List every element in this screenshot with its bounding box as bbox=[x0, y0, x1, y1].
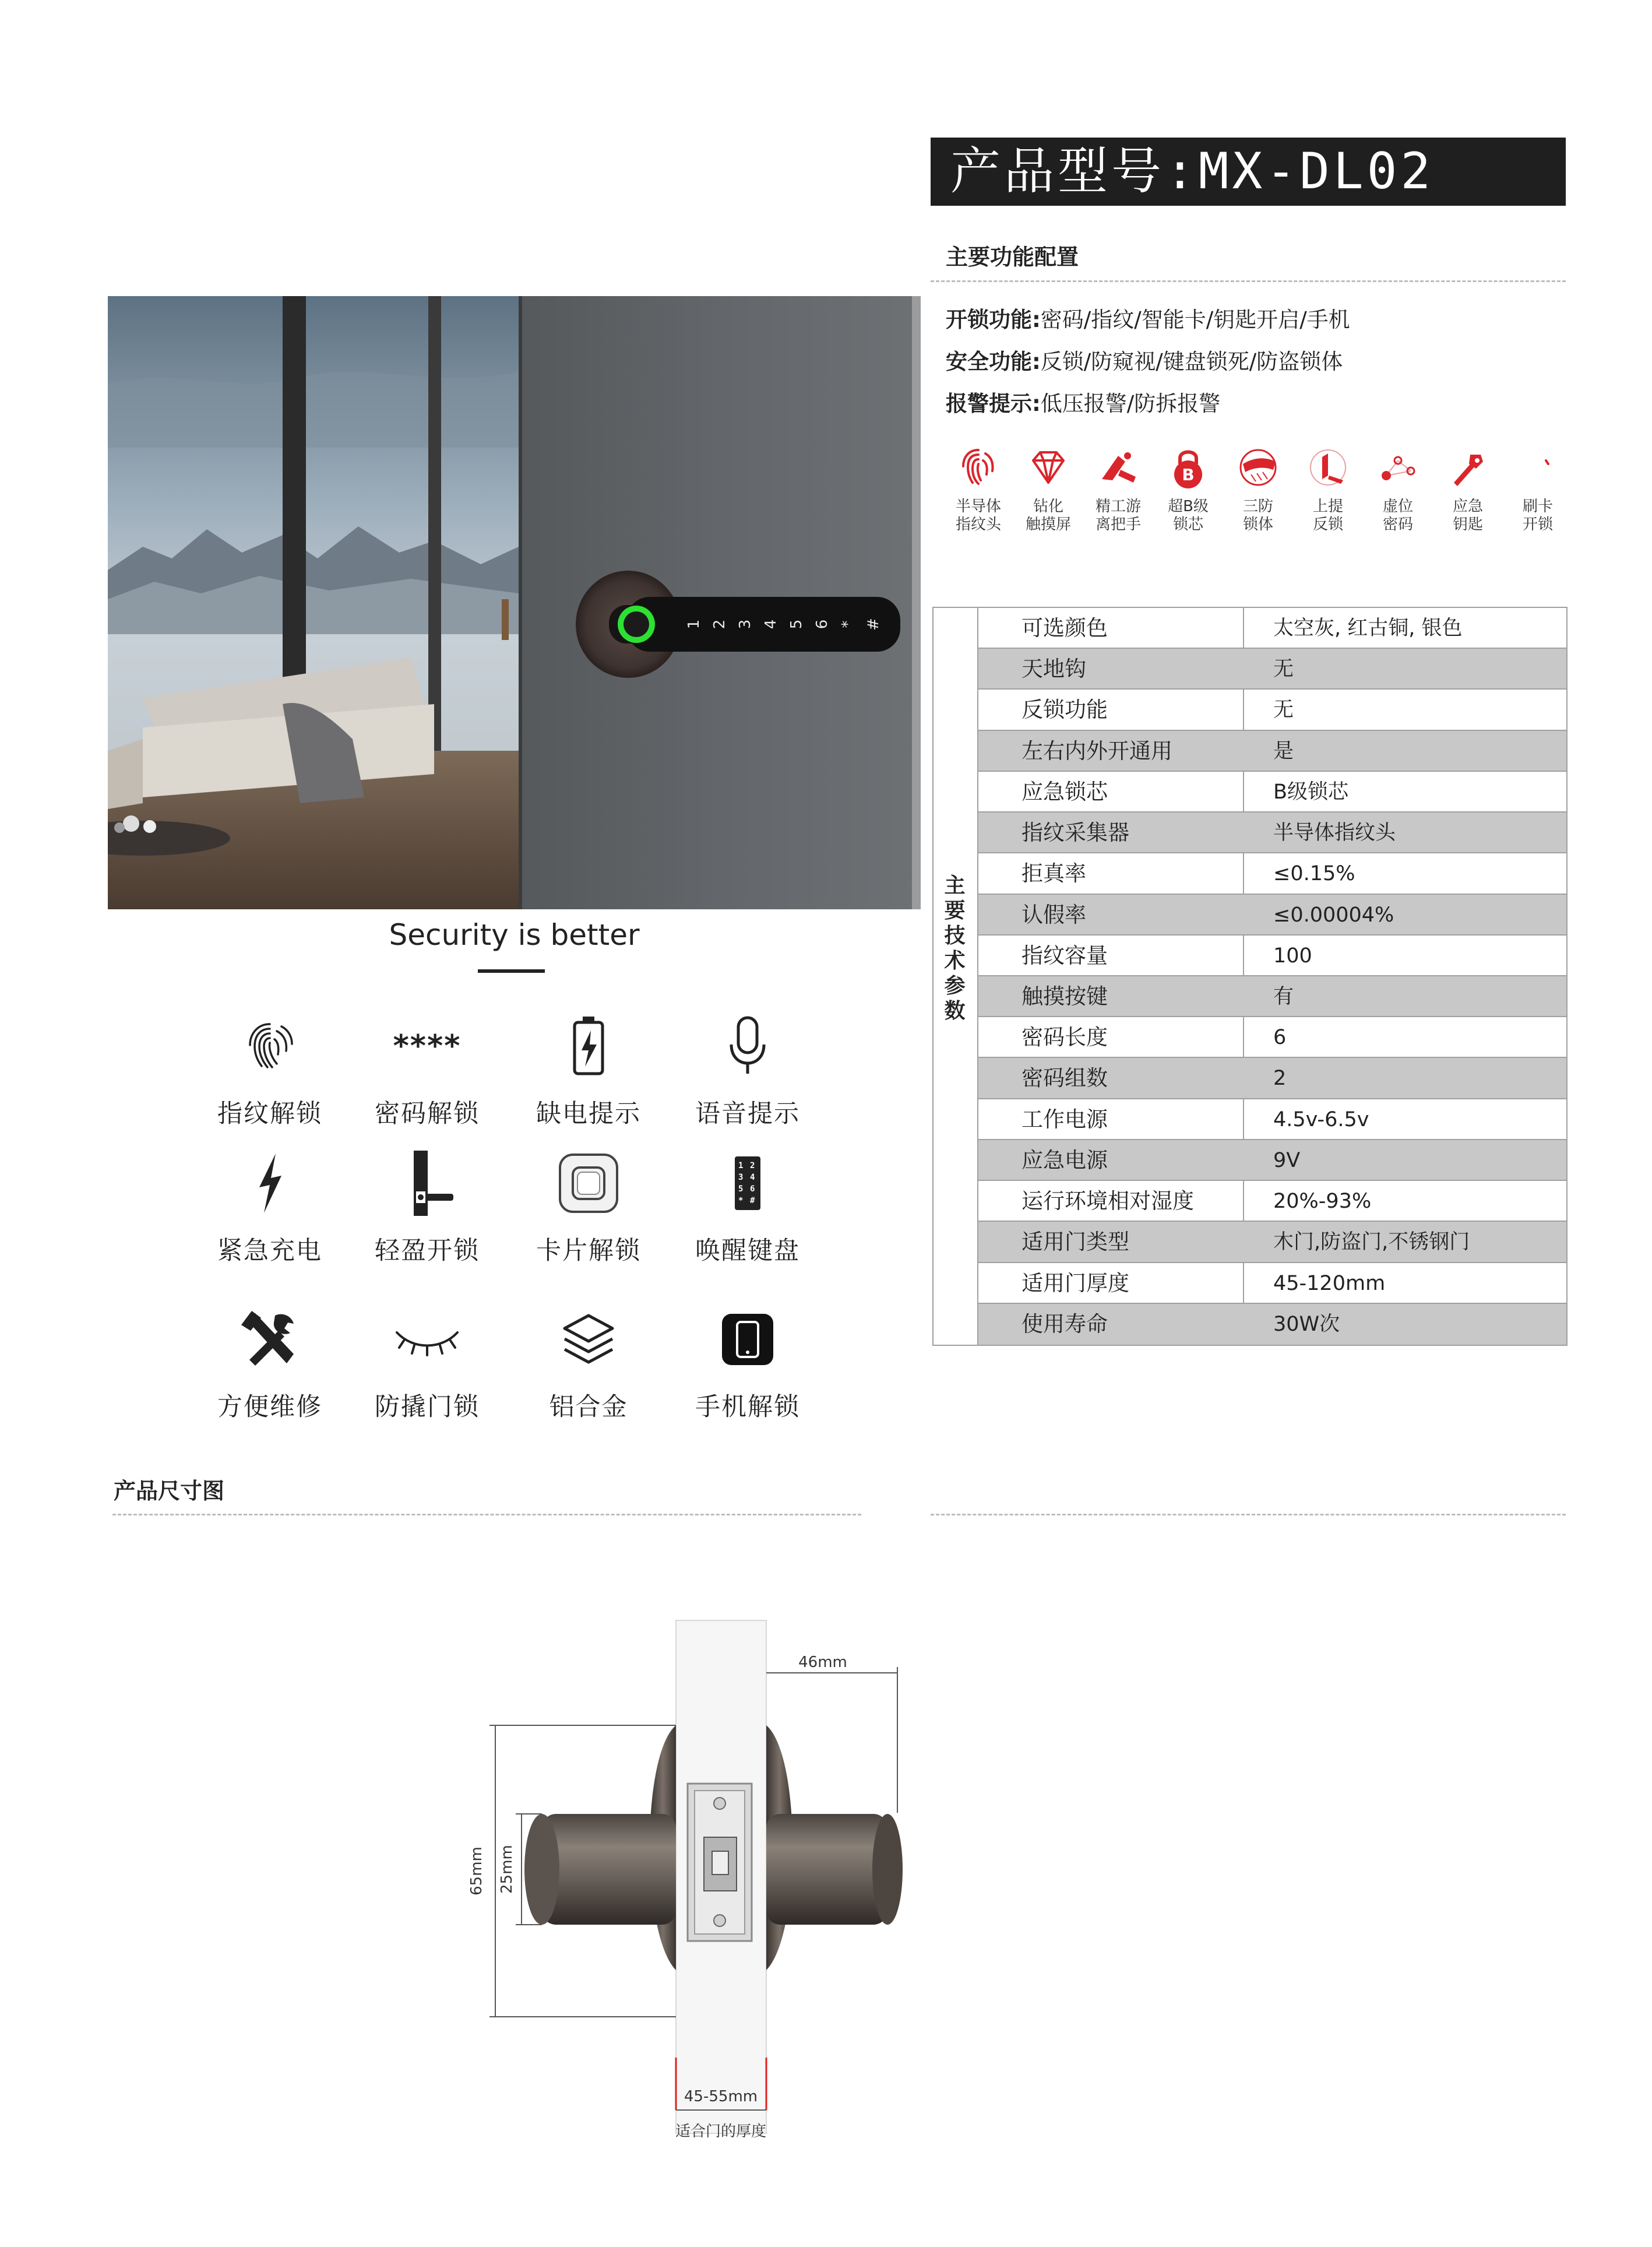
red-feature-label: 半导体 指纹头 bbox=[955, 498, 1001, 533]
config-label: 开锁功能: bbox=[946, 307, 1041, 332]
feature-wake-keypad bbox=[672, 1148, 823, 1267]
spec-side-char: 要 bbox=[944, 899, 966, 923]
knob-label: 25mm bbox=[498, 1845, 516, 1894]
spec-row bbox=[978, 608, 1566, 649]
spec-row bbox=[978, 813, 1566, 853]
divider bbox=[931, 1514, 1566, 1515]
spec-table bbox=[932, 607, 1568, 1346]
red-feature-card bbox=[1506, 444, 1570, 534]
dimensions-heading: 产品尺寸图 bbox=[114, 1478, 225, 1504]
spec-name: 运行环境相对湿度 bbox=[1022, 1188, 1194, 1214]
spec-name: 密码长度 bbox=[1022, 1025, 1108, 1050]
red-feature-dots bbox=[1366, 444, 1430, 534]
card-icon bbox=[1514, 444, 1561, 491]
red-feature-key bbox=[1436, 444, 1500, 534]
config-line-unlock bbox=[946, 302, 1350, 333]
spec-row bbox=[978, 1099, 1566, 1140]
spec-side-char: 数 bbox=[944, 999, 966, 1023]
spec-row bbox=[978, 895, 1566, 936]
spec-name: 应急锁芯 bbox=[1022, 779, 1108, 804]
feature-light-unlock bbox=[351, 1148, 503, 1267]
feature-label: 紧急充电 bbox=[217, 1236, 322, 1265]
feature-anti-pry bbox=[351, 1304, 503, 1423]
red-feature-label: 钻化 触摸屏 bbox=[1025, 498, 1071, 533]
config-value: 反锁/防窥视/键盘锁死/防盗锁体 bbox=[1040, 349, 1343, 374]
spec-row bbox=[978, 1304, 1566, 1345]
spec-value: 无 bbox=[1243, 690, 1566, 729]
feature-label: 指纹解锁 bbox=[217, 1099, 322, 1128]
feature-aluminum bbox=[513, 1304, 664, 1423]
spec-value: 是 bbox=[1243, 731, 1566, 771]
lock-dimension-image bbox=[443, 1609, 967, 2162]
lock-b-icon bbox=[1165, 444, 1211, 491]
spec-row bbox=[978, 853, 1566, 894]
tagline-underline bbox=[478, 969, 545, 973]
config-label: 报警提示: bbox=[946, 391, 1041, 416]
eye-closed-icon bbox=[392, 1316, 462, 1363]
red-feature-label: 上提 反锁 bbox=[1312, 498, 1343, 533]
red-feature-label: 虚位 密码 bbox=[1382, 498, 1413, 533]
spec-value: 半导体指纹头 bbox=[1243, 813, 1566, 852]
product-photo bbox=[108, 296, 921, 909]
door-caption: 适合门的厚度 bbox=[675, 2123, 767, 2140]
spec-side-column bbox=[934, 608, 978, 1345]
spec-row bbox=[978, 772, 1566, 813]
fingerprint-icon bbox=[242, 1018, 298, 1074]
spec-row bbox=[978, 976, 1566, 1017]
red-feature-label: 精工游 离把手 bbox=[1095, 498, 1141, 533]
feature-label: 手机解锁 bbox=[695, 1392, 800, 1422]
feature-emergency-charge bbox=[194, 1148, 346, 1267]
divider bbox=[931, 280, 1566, 282]
spec-row bbox=[978, 649, 1566, 690]
spec-value: 20%-93% bbox=[1243, 1181, 1566, 1221]
feature-label: 缺电提示 bbox=[536, 1099, 641, 1128]
feature-phone-unlock bbox=[672, 1304, 823, 1423]
svg-text:4: 4 bbox=[750, 1173, 755, 1182]
red-feature-label: 刷卡 开锁 bbox=[1522, 498, 1553, 533]
red-feature-label: 超B级 锁芯 bbox=[1168, 498, 1209, 533]
spec-row bbox=[978, 1222, 1566, 1263]
spec-name: 应急电源 bbox=[1022, 1147, 1108, 1173]
shield-icon bbox=[1235, 444, 1281, 491]
tagline: Security is better bbox=[389, 918, 640, 952]
red-feature-fingerprint bbox=[946, 444, 1010, 534]
lightning-icon bbox=[242, 1151, 298, 1215]
feature-label: 防撬门锁 bbox=[375, 1392, 480, 1422]
phone-icon bbox=[718, 1310, 777, 1369]
microphone-icon bbox=[720, 1014, 776, 1078]
spec-value: 太空灰, 红古铜, 银色 bbox=[1243, 608, 1566, 648]
spec-value: 30W次 bbox=[1243, 1304, 1566, 1345]
red-feature-handle bbox=[1086, 444, 1150, 534]
keypad-icon bbox=[730, 1154, 765, 1212]
spec-side-char: 术 bbox=[944, 949, 966, 973]
spec-side-char: 技 bbox=[944, 924, 966, 948]
svg-text:#: # bbox=[750, 1196, 755, 1205]
svg-text:2: 2 bbox=[750, 1161, 755, 1170]
spec-name: 指纹容量 bbox=[1022, 943, 1108, 968]
layers-icon bbox=[556, 1307, 621, 1372]
feature-label: 卡片解锁 bbox=[536, 1236, 641, 1265]
config-value: 低压报警/防拆报警 bbox=[1040, 391, 1221, 416]
spec-value: 45-120mm bbox=[1243, 1263, 1566, 1303]
svg-text:1: 1 bbox=[738, 1161, 744, 1170]
card-icon bbox=[556, 1151, 621, 1215]
config-value: 密码/指纹/智能卡/钥匙开启/手机 bbox=[1040, 307, 1350, 332]
spec-value: 有 bbox=[1243, 976, 1566, 1016]
spec-name: 密码组数 bbox=[1022, 1066, 1108, 1091]
spec-value: 无 bbox=[1243, 649, 1566, 688]
spec-side-char: 主 bbox=[944, 874, 966, 898]
config-label: 安全功能: bbox=[946, 349, 1041, 374]
keypad-key: 2 bbox=[711, 619, 728, 630]
spec-name: 使用寿命 bbox=[1022, 1311, 1108, 1337]
feature-label: 密码解锁 bbox=[375, 1099, 480, 1128]
svg-text:*: * bbox=[738, 1196, 744, 1205]
spec-row bbox=[978, 1058, 1566, 1099]
spec-name: 拒真率 bbox=[1022, 861, 1086, 887]
feature-label: 轻盈开锁 bbox=[375, 1236, 480, 1265]
spec-row bbox=[978, 1263, 1566, 1304]
svg-text:6: 6 bbox=[750, 1184, 755, 1194]
spec-name: 反锁功能 bbox=[1022, 697, 1108, 723]
spec-value: ≤0.00004% bbox=[1243, 895, 1566, 934]
room-scene-image bbox=[108, 296, 921, 909]
red-feature-shield bbox=[1226, 444, 1290, 534]
spec-row bbox=[978, 1017, 1566, 1058]
spec-row bbox=[978, 731, 1566, 772]
red-feature-lift bbox=[1296, 444, 1360, 534]
depth-label: 46mm bbox=[798, 1654, 847, 1671]
red-feature-lock-b bbox=[1156, 444, 1220, 534]
spec-name: 指纹采集器 bbox=[1022, 820, 1129, 846]
red-feature-label: 三防 锁体 bbox=[1242, 498, 1273, 533]
battery-icon bbox=[561, 1014, 617, 1078]
key-icon bbox=[1445, 444, 1491, 491]
divider bbox=[112, 1514, 861, 1515]
keypad-key: 3 bbox=[737, 619, 754, 630]
lift-icon bbox=[1305, 444, 1351, 491]
door-handle-icon bbox=[395, 1148, 459, 1218]
feature-password bbox=[351, 1011, 503, 1130]
dots-icon bbox=[1375, 444, 1421, 491]
spec-value: B级锁芯 bbox=[1243, 772, 1566, 811]
feature-label: 方便维修 bbox=[217, 1392, 322, 1422]
spec-row bbox=[978, 1140, 1566, 1181]
feature-label: 铝合金 bbox=[549, 1392, 628, 1422]
spec-name: 认假率 bbox=[1022, 902, 1086, 927]
keypad-key: # bbox=[865, 618, 882, 631]
red-feature-diamond bbox=[1016, 444, 1080, 534]
spec-value: 100 bbox=[1243, 936, 1566, 975]
main-config-heading: 主要功能配置 bbox=[946, 244, 1079, 270]
spec-name: 天地钩 bbox=[1022, 656, 1086, 682]
config-line-alarm bbox=[946, 386, 1220, 417]
keypad-key: 6 bbox=[813, 619, 831, 630]
door-range-label: 45-55mm bbox=[684, 2088, 758, 2105]
spec-value: 9V bbox=[1243, 1140, 1566, 1180]
feature-label: 语音提示 bbox=[695, 1099, 800, 1128]
spec-name: 适用门类型 bbox=[1022, 1229, 1129, 1255]
spec-value: 4.5v-6.5v bbox=[1243, 1099, 1566, 1139]
keypad-key: 4 bbox=[762, 619, 780, 630]
height-label: 65mm bbox=[468, 1847, 485, 1896]
config-line-security bbox=[946, 344, 1343, 375]
spec-side-label bbox=[934, 873, 976, 1024]
spec-value: 2 bbox=[1243, 1058, 1566, 1098]
feature-voice bbox=[672, 1011, 823, 1130]
spec-row bbox=[978, 1181, 1566, 1222]
spec-name: 左右内外开通用 bbox=[1022, 738, 1172, 764]
spec-name: 可选颜色 bbox=[1022, 616, 1108, 641]
spec-row bbox=[978, 936, 1566, 976]
handle-icon bbox=[1095, 444, 1142, 491]
tools-icon bbox=[238, 1307, 302, 1372]
dimension-drawing bbox=[443, 1609, 967, 2162]
spec-name: 触摸按键 bbox=[1022, 984, 1108, 1009]
keypad-key: 5 bbox=[788, 619, 805, 630]
feature-card-unlock bbox=[513, 1148, 664, 1267]
spec-name: 工作电源 bbox=[1022, 1106, 1108, 1132]
spec-row bbox=[978, 690, 1566, 730]
spec-name: 适用门厚度 bbox=[1022, 1270, 1129, 1296]
feature-label: 唤醒键盘 bbox=[695, 1236, 800, 1265]
password-icon: **** bbox=[393, 1029, 462, 1064]
spec-side-char: 参 bbox=[944, 974, 966, 998]
spec-value: ≤0.15% bbox=[1243, 853, 1566, 893]
feature-fingerprint bbox=[194, 1011, 346, 1130]
svg-text:B: B bbox=[1182, 465, 1195, 484]
spec-value: 木门,防盗门,不锈钢门 bbox=[1243, 1222, 1566, 1261]
red-feature-label: 应急 钥匙 bbox=[1452, 498, 1483, 533]
feature-battery bbox=[513, 1011, 664, 1130]
diamond-icon bbox=[1025, 444, 1072, 491]
model-title: 产品型号:MX-DL02 bbox=[931, 138, 1566, 206]
keypad-key: * bbox=[839, 620, 857, 628]
keypad-key: 1 bbox=[685, 619, 703, 630]
spec-value: 6 bbox=[1243, 1017, 1566, 1057]
svg-text:3: 3 bbox=[738, 1173, 744, 1182]
feature-maintenance bbox=[194, 1304, 346, 1423]
fingerprint-icon bbox=[955, 444, 1002, 491]
svg-text:5: 5 bbox=[738, 1184, 744, 1194]
